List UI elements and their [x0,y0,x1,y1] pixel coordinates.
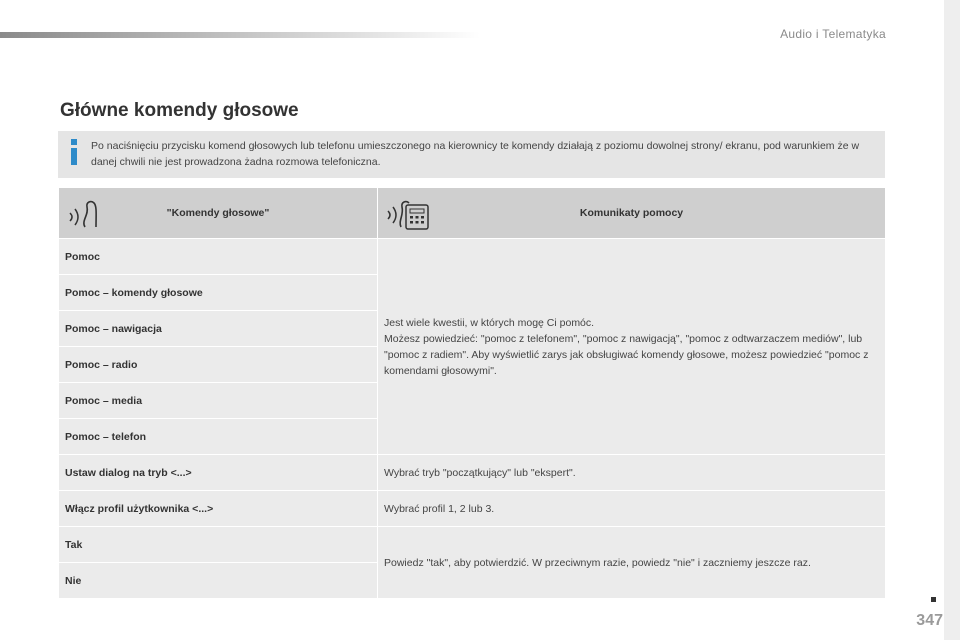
help-description-cell: Jest wiele kwestii, w których mogę Ci pomóc. Możesz powiedzieć: "pomoc z telefonem", "pomoc z nawigacją", "pomoc z odtwarzaczem mediów", lub "pomoc z radiem". Aby wyświetlić zarys jak obsługiwać komendy głosowe, możesz powiedzieć "pomoc z komendami głosowymi". [378,239,886,455]
table-row [59,455,886,491]
command-cell: Pomoc – komendy głosowe [59,275,378,311]
voice-command-icon [65,197,101,234]
voice-commands-table [58,187,886,599]
yesno-description-cell: Powiedz "tak", aby potwierdzić. W przeciwnym razie, powiedz "nie" i zaczniemy jeszcze raz. [378,527,886,599]
command-cell: Pomoc – radio [59,347,378,383]
info-icon [70,139,78,165]
top-gradient-bar [0,32,480,38]
info-box [58,131,885,178]
voice-help-icon [384,197,432,234]
profile-description-cell: Wybrać profil 1, 2 lub 3. [378,491,886,527]
command-cell: Tak [59,527,378,563]
header-messages: Komunikaty pomocy [378,188,886,239]
table-row [59,527,886,563]
table-header-row [59,188,886,239]
section-title: Audio i Telematyka [780,27,886,41]
command-cell: Włącz profil użytkownika <...> [59,491,378,527]
right-margin-strip [944,0,960,640]
command-cell: Nie [59,563,378,599]
command-cell: Pomoc – nawigacja [59,311,378,347]
command-cell: Pomoc – telefon [59,419,378,455]
header-commands: "Komendy głosowe" [59,188,378,239]
command-cell: Ustaw dialog na tryb <...> [59,455,378,491]
page-marker [931,597,936,602]
table-row [59,491,886,527]
command-cell: Pomoc – media [59,383,378,419]
table-row [59,239,886,275]
dialog-description-cell: Wybrać tryb "początkujący" lub "ekspert". [378,455,886,491]
command-cell: Pomoc [59,239,378,275]
page-title: Główne komendy głosowe [60,100,299,121]
page-number: 347 [916,612,943,629]
info-text: Po naciśnięciu przycisku komend głosowych lub telefonu umieszczonego na kierownicy te komendy działają z poziomu dowolnej strony/ ekranu, pod warunkiem że w danej chwili nie jest prowadzona żadna rozmowa telefoniczna. [91,140,860,168]
